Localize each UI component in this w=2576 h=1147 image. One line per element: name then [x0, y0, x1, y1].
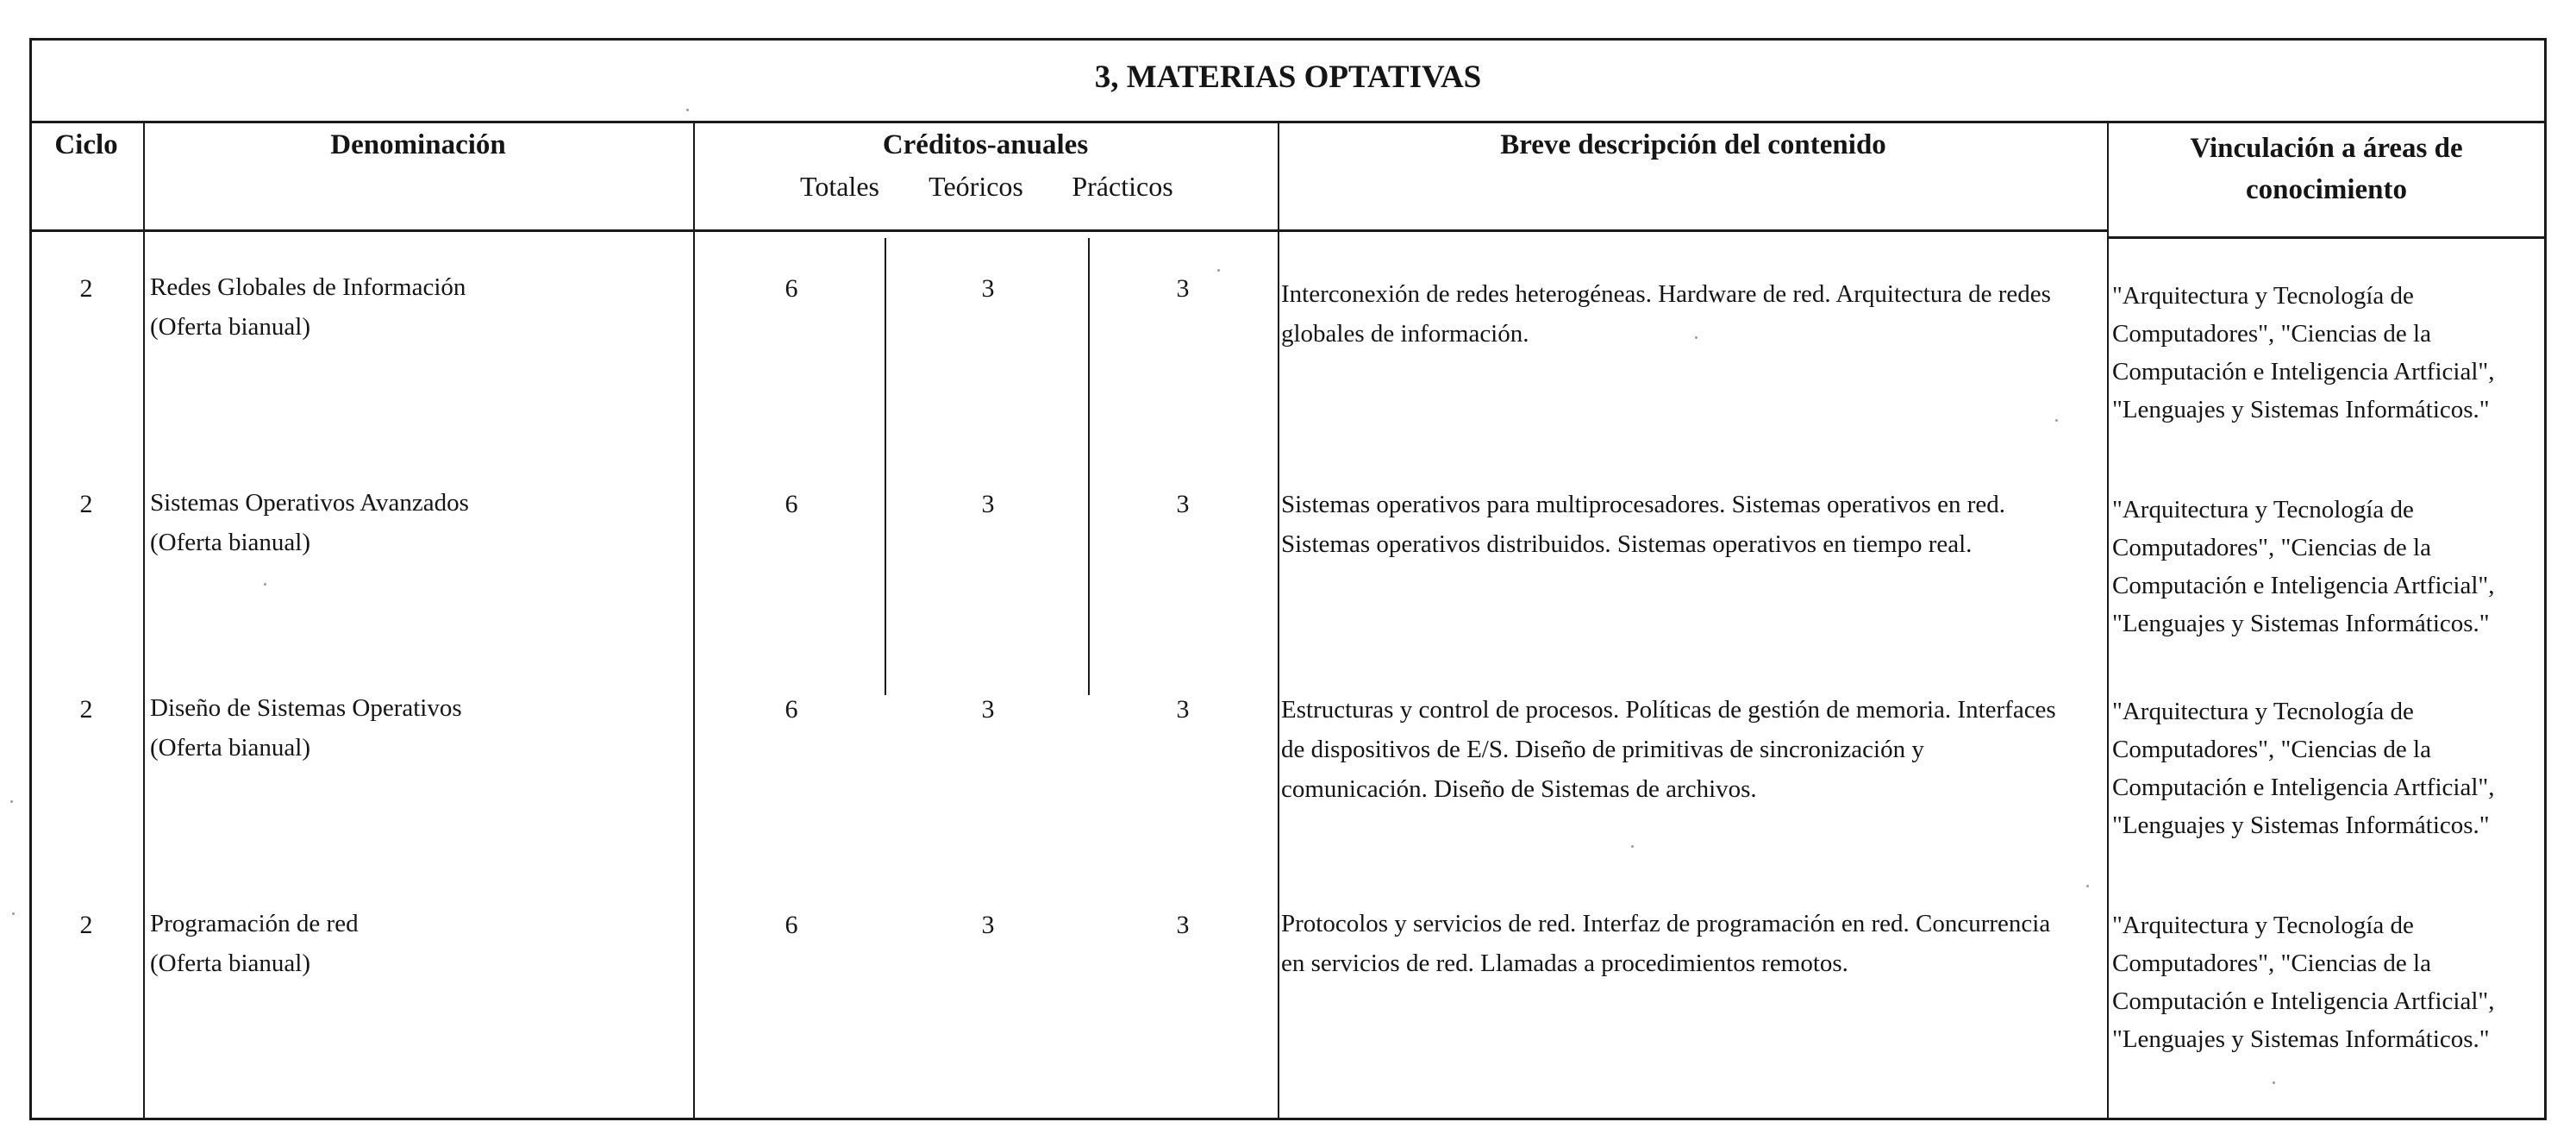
header-creditos-anuales: Créditos-anuales — [882, 129, 1089, 160]
table-row-2-vinculacion-1: "Arquitectura y Tecnología de — [2112, 496, 2414, 523]
header-vinculacion-line2: conocimiento — [2246, 174, 2407, 205]
table-row-1-teoricos: 3 — [981, 274, 995, 303]
table-row-3-practicos: 3 — [1176, 695, 1190, 724]
table-row-1-descripcion-1: Interconexión de redes heterogéneas. Hardware de red. Arquitectura de redes — [1281, 280, 2051, 308]
table-row-3-vinculacion-3: Computación e Inteligencia Artficial", — [2112, 774, 2495, 801]
col-separator-ciclo — [143, 121, 145, 1119]
table-row-3-ciclo: 2 — [79, 695, 93, 724]
col-separator-creditos — [1278, 121, 1279, 1119]
scan-speck — [10, 800, 13, 803]
table-row-3-descripcion-1: Estructuras y control de procesos. Políticas de gestión de memoria. Interfaces — [1281, 696, 2056, 724]
scan-speck — [1217, 269, 1220, 272]
table-row-3-descripcion-3: comunicación. Diseño de Sistemas de archivos. — [1281, 775, 1757, 803]
table-row-1-vinculacion-1: "Arquitectura y Tecnología de — [2112, 282, 2414, 310]
table-border-top — [29, 38, 2547, 41]
table-row-3-denominacion: Diseño de Sistemas Operativos — [150, 694, 462, 722]
table-row-2-totales: 6 — [785, 490, 798, 518]
header-vinculacion-line1: Vinculación a áreas de — [2190, 133, 2463, 164]
col-separator-descripcion — [2107, 121, 2109, 1119]
col-separator-denominacion — [693, 121, 695, 1119]
table-border-left — [29, 38, 32, 1120]
table-row-4-vinculacion-1: "Arquitectura y Tecnología de — [2112, 912, 2414, 939]
table-row-4-vinculacion-4: "Lenguajes y Sistemas Informáticos." — [2112, 1025, 2490, 1053]
table-row-2-oferta: (Oferta bianual) — [150, 529, 310, 556]
header-practicos: Prácticos — [1072, 171, 1173, 202]
header-totales: Totales — [800, 171, 879, 202]
table-row-1-denominacion: Redes Globales de Información — [150, 273, 466, 301]
table-row-4-descripcion-2: en servicios de red. Llamadas a procedimientos remotos. — [1281, 950, 1848, 977]
table-row-2-vinculacion-4: "Lenguajes y Sistemas Informáticos." — [2112, 610, 2490, 637]
table-row-3-vinculacion-4: "Lenguajes y Sistemas Informáticos." — [2112, 812, 2490, 839]
table-row-4-vinculacion-2: Computadores", "Ciencias de la — [2112, 950, 2431, 977]
table-row-2-denominacion: Sistemas Operativos Avanzados — [150, 489, 469, 517]
table-row-4-totales: 6 — [785, 911, 798, 939]
table-row-4-vinculacion-3: Computación e Inteligencia Artficial", — [2112, 987, 2495, 1015]
table-row-2-descripcion-1: Sistemas operativos para multiprocesadores. Sistemas operativos en red. — [1281, 491, 2005, 518]
table-row-4-ciclo: 2 — [79, 911, 93, 939]
table-row-2-vinculacion-3: Computación e Inteligencia Artficial", — [2112, 572, 2495, 599]
table-border-bottom — [29, 1118, 2547, 1120]
table-row-3-oferta: (Oferta bianual) — [150, 734, 310, 762]
scan-speck — [2055, 419, 2058, 422]
table-row-4-practicos: 3 — [1176, 911, 1190, 939]
table-row-1-vinculacion-4: "Lenguajes y Sistemas Informáticos." — [2112, 396, 2490, 423]
header-ciclo: Ciclo — [54, 129, 118, 160]
table-row-3-teoricos: 3 — [981, 695, 995, 724]
title-separator — [29, 121, 2547, 123]
table-row-4-oferta: (Oferta bianual) — [150, 950, 310, 977]
table-row-4-teoricos: 3 — [981, 911, 995, 939]
table-row-1-oferta: (Oferta bianual) — [150, 313, 310, 341]
table-row-3-vinculacion-2: Computadores", "Ciencias de la — [2112, 736, 2431, 763]
header-separator-right — [2107, 236, 2547, 239]
scan-speck — [264, 583, 266, 586]
table-row-2-descripcion-2: Sistemas operativos distribuidos. Sistemas operativos en tiempo real. — [1281, 530, 1973, 558]
header-breve-descripcion: Breve descripción del contenido — [1500, 129, 1886, 160]
scan-speck — [2086, 885, 2089, 887]
table-row-1-vinculacion-3: Computación e Inteligencia Artficial", — [2112, 358, 2495, 385]
col-separator-teoricos — [1088, 238, 1090, 695]
scan-speck — [1631, 845, 1634, 848]
table-row-1-vinculacion-2: Computadores", "Ciencias de la — [2112, 320, 2431, 348]
table-row-1-ciclo: 2 — [79, 274, 93, 303]
table-row-3-totales: 6 — [785, 695, 798, 724]
table-row-1-totales: 6 — [785, 274, 798, 303]
table-title: 3, MATERIAS OPTATIVAS — [1094, 60, 1482, 95]
header-teoricos: Teóricos — [928, 171, 1023, 202]
col-separator-totales — [885, 238, 886, 695]
table-row-4-denominacion: Programación de red — [150, 910, 359, 937]
header-denominacion: Denominación — [330, 129, 506, 160]
table-row-2-ciclo: 2 — [79, 490, 93, 518]
scan-speck — [12, 912, 15, 915]
scan-speck — [686, 109, 689, 111]
header-separator-left — [29, 229, 2107, 232]
table-row-4-descripcion-1: Protocolos y servicios de red. Interfaz de programación en red. Concurrencia — [1281, 910, 2051, 937]
table-row-1-descripcion-2: globales de información. — [1281, 320, 1529, 348]
table-row-3-descripcion-2: de dispositivos de E/S. Diseño de primitivas de sincronización y — [1281, 736, 1924, 763]
scan-speck — [1695, 336, 1698, 339]
table-row-2-vinculacion-2: Computadores", "Ciencias de la — [2112, 534, 2431, 561]
table-row-3-vinculacion-1: "Arquitectura y Tecnología de — [2112, 698, 2414, 725]
scan-speck — [2273, 1081, 2275, 1084]
table-row-1-practicos: 3 — [1176, 274, 1190, 303]
table-row-2-practicos: 3 — [1176, 490, 1190, 518]
table-border-right — [2544, 38, 2547, 1120]
table-row-2-teoricos: 3 — [981, 490, 995, 518]
